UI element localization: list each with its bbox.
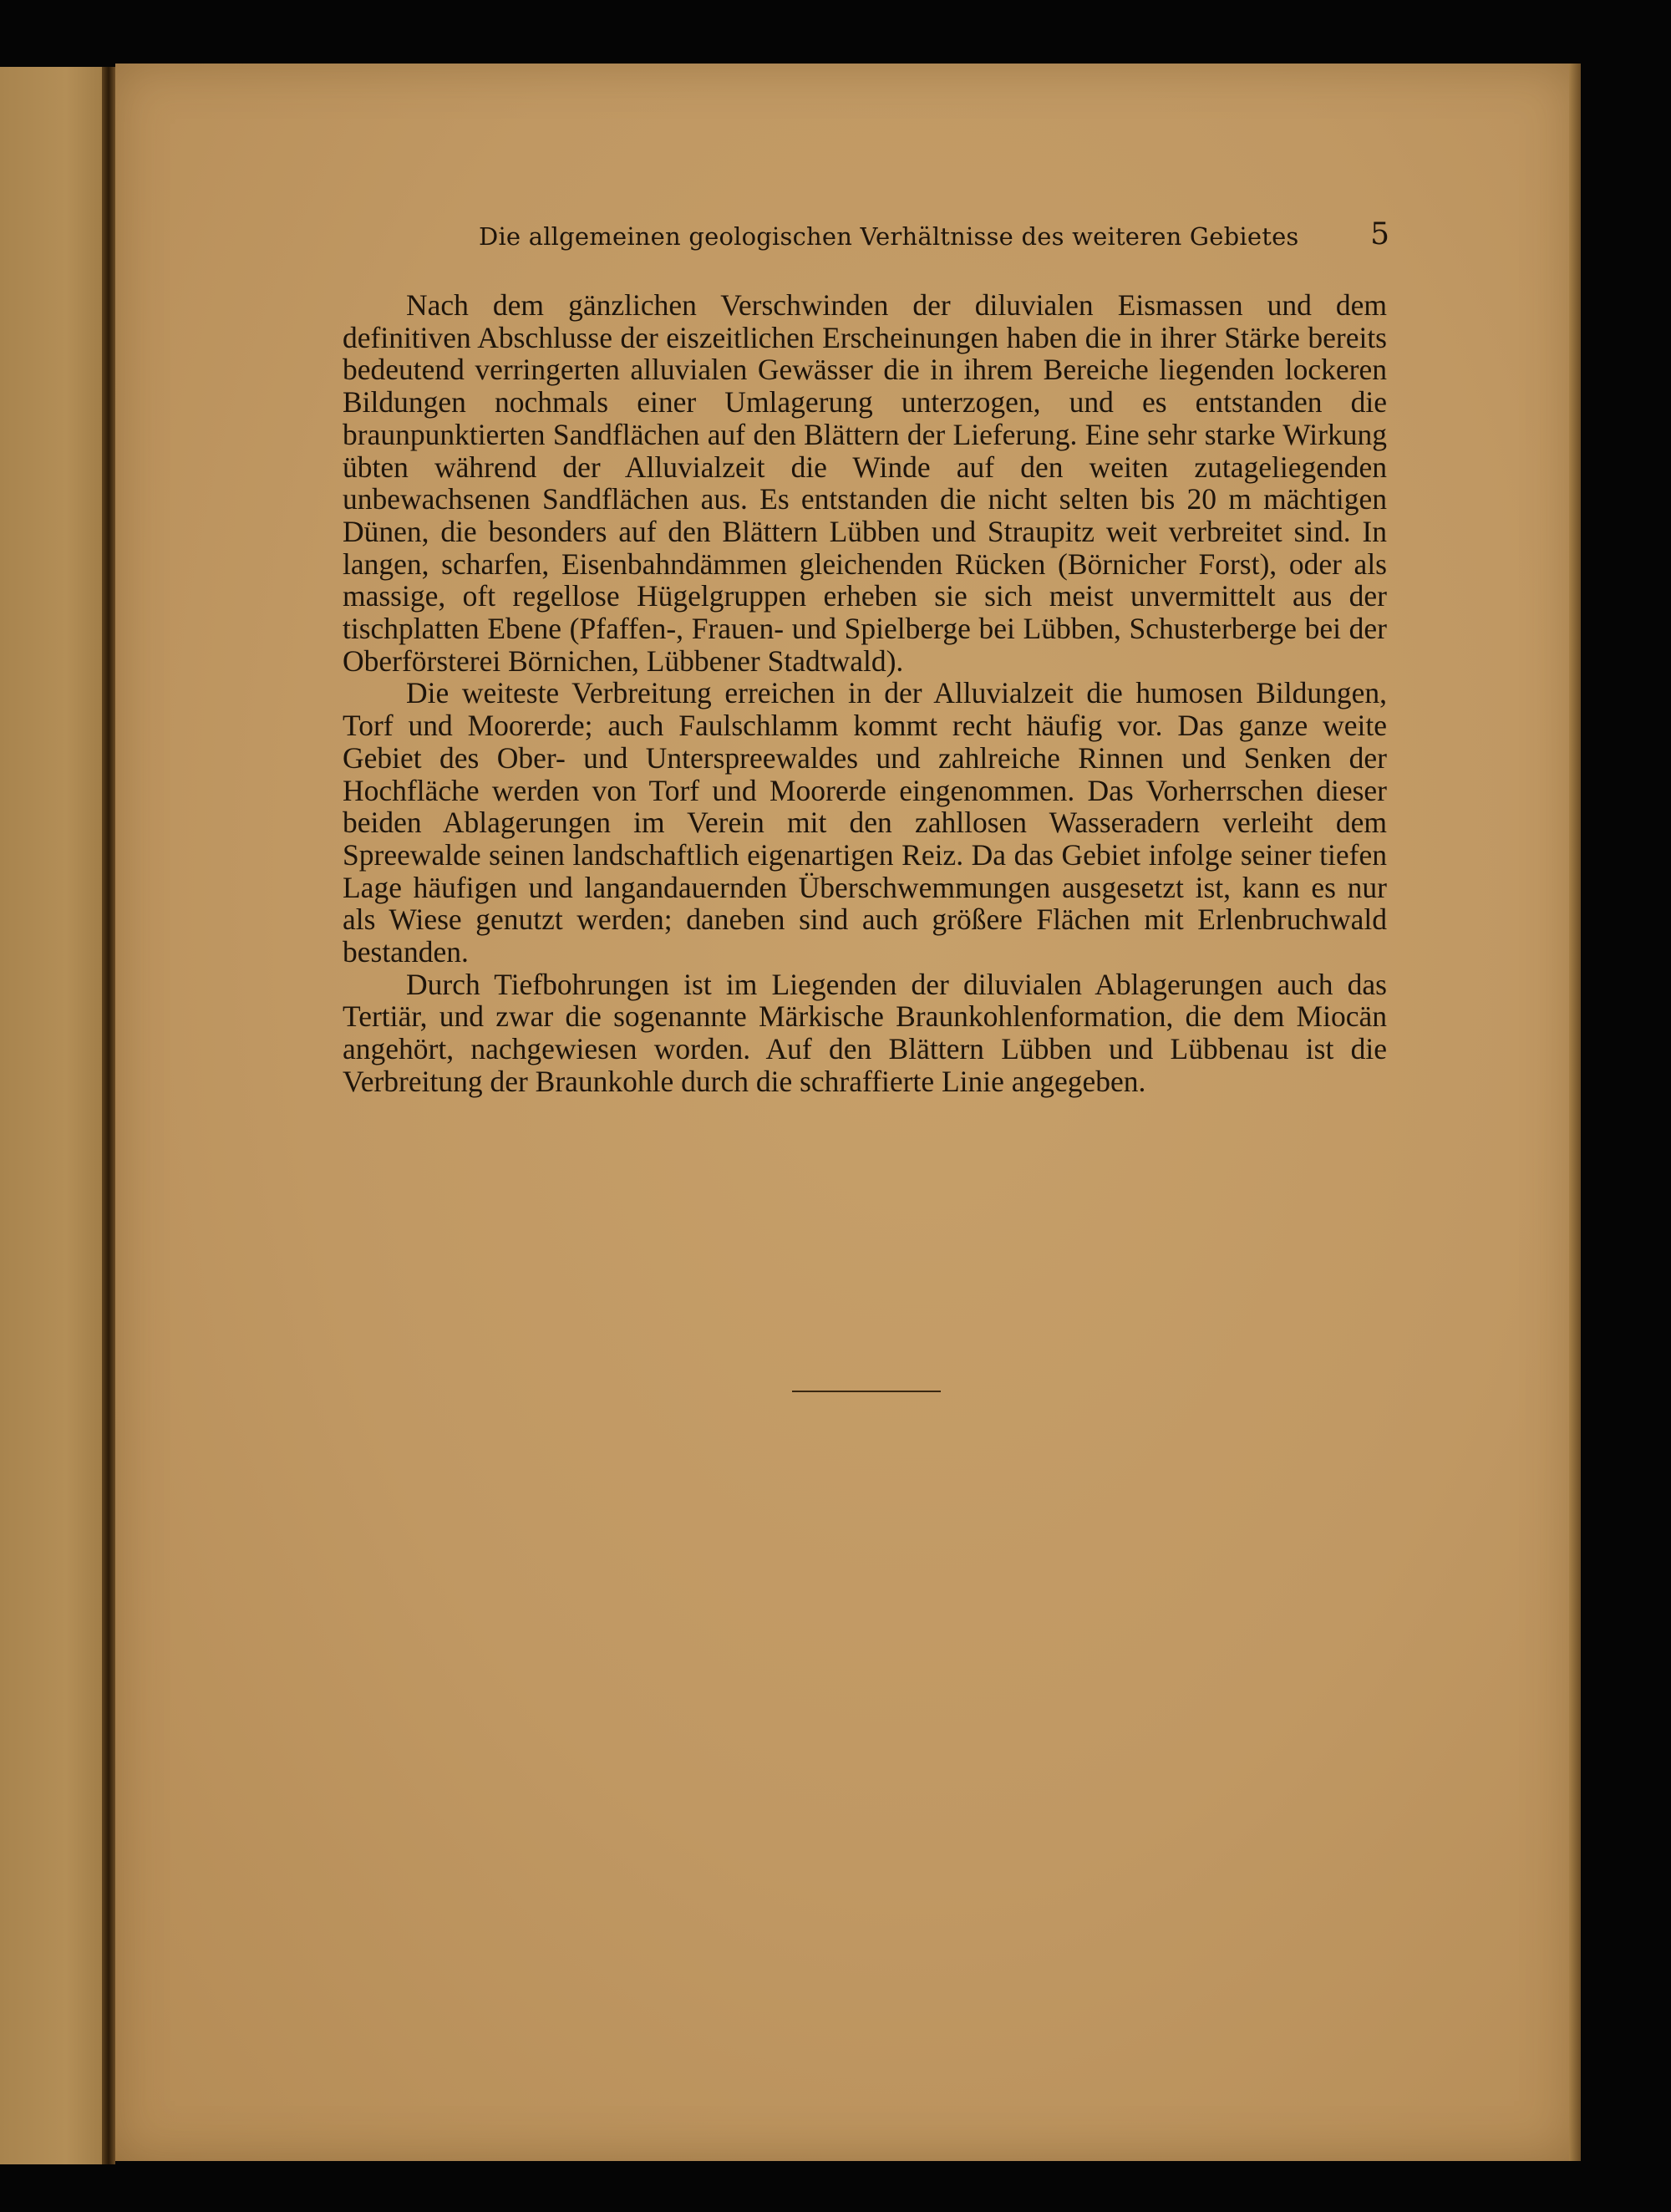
book-spine (102, 67, 115, 2164)
running-head (479, 217, 1389, 259)
paragraph-dunes: Nach dem gänzlichen Verschwinden der diluvialen Eismassen und dem definitiven Abschlusse der eiszeitlichen Erscheinungen haben die in ihrer Stärke bereits bedeutend verringerten alluvialen Gewässer die in ihrem Bereiche liegenden lockeren Bildungen nochmals einer Umlagerung unterzogen, und es entstanden die braunpunktierten Sandflächen auf den Blättern der Lieferung. Eine sehr starke Wirkung übten während der Alluvialzeit die Winde auf den weiten zutageliegenden unbewachsenen Sandflächen aus. Es entstanden die nicht selten bis 20 m mächtigen Dünen, die besonders auf den Blättern Lübben und Straupitz weit verbreitet sind. In langen, scharfen, Eisenbahndämmen gleichenden Rücken (Börnicher Forst), oder als massige, oft regellose Hügelgruppen erheben sie sich meist unvermittelt aus der tischplatten Ebene (Pfaffen-, Frauen- und Spielberge bei Lübben, Schusterberge bei der Oberförsterei Börnichen, Lübbener Stadtwald). (343, 288, 1387, 678)
paragraph-humus-deposits: Die weiteste Verbreitung erreichen in der Alluvialzeit die humosen Bildungen, Torf und Moorerde; auch Faulschlamm kommt recht häufig vor. Das ganze weite Gebiet des Ober- und Unterspreewaldes und zahlreiche Rinnen und Senken der Hochfläche werden von Torf und Moorerde eingenommen. Das Vorherrschen dieser beiden Ablagerungen im Verein mit den zahllosen Wasseradern verleiht dem Spreewalde seinen landschaftlich eigenartigen Reiz. Da das Gebiet infolge seiner tiefen Lage häufigen und langandauernden Überschwemmungen ausgesetzt ist, kann es nur als Wiese genutzt werden; daneben sind auch größere Flächen mit Erlenbruchwald bestanden. (343, 676, 1387, 969)
page-right-edge (1569, 64, 1581, 2161)
page-number: 5 (1370, 217, 1389, 252)
facing-page-edge (0, 67, 110, 2164)
section-end-rule (792, 1391, 941, 1392)
body-text (343, 289, 1387, 1098)
running-title: Die allgemeinen geologischen Verhältnisse des weiteren Gebietes (479, 222, 1299, 251)
paragraph-tertiary-lignite: Durch Tiefbohrungen ist im Liegenden der diluvialen Ablagerungen auch das Tertiär, und zwar die sogenannte Märkische Braunkohlenformation, die dem Miocän angehört, nachgewiesen worden. Auf den Blättern Lübben und Lübbenau ist die Verbreitung der Braunkohle durch die schraffierte Linie angegeben. (343, 967, 1387, 1098)
